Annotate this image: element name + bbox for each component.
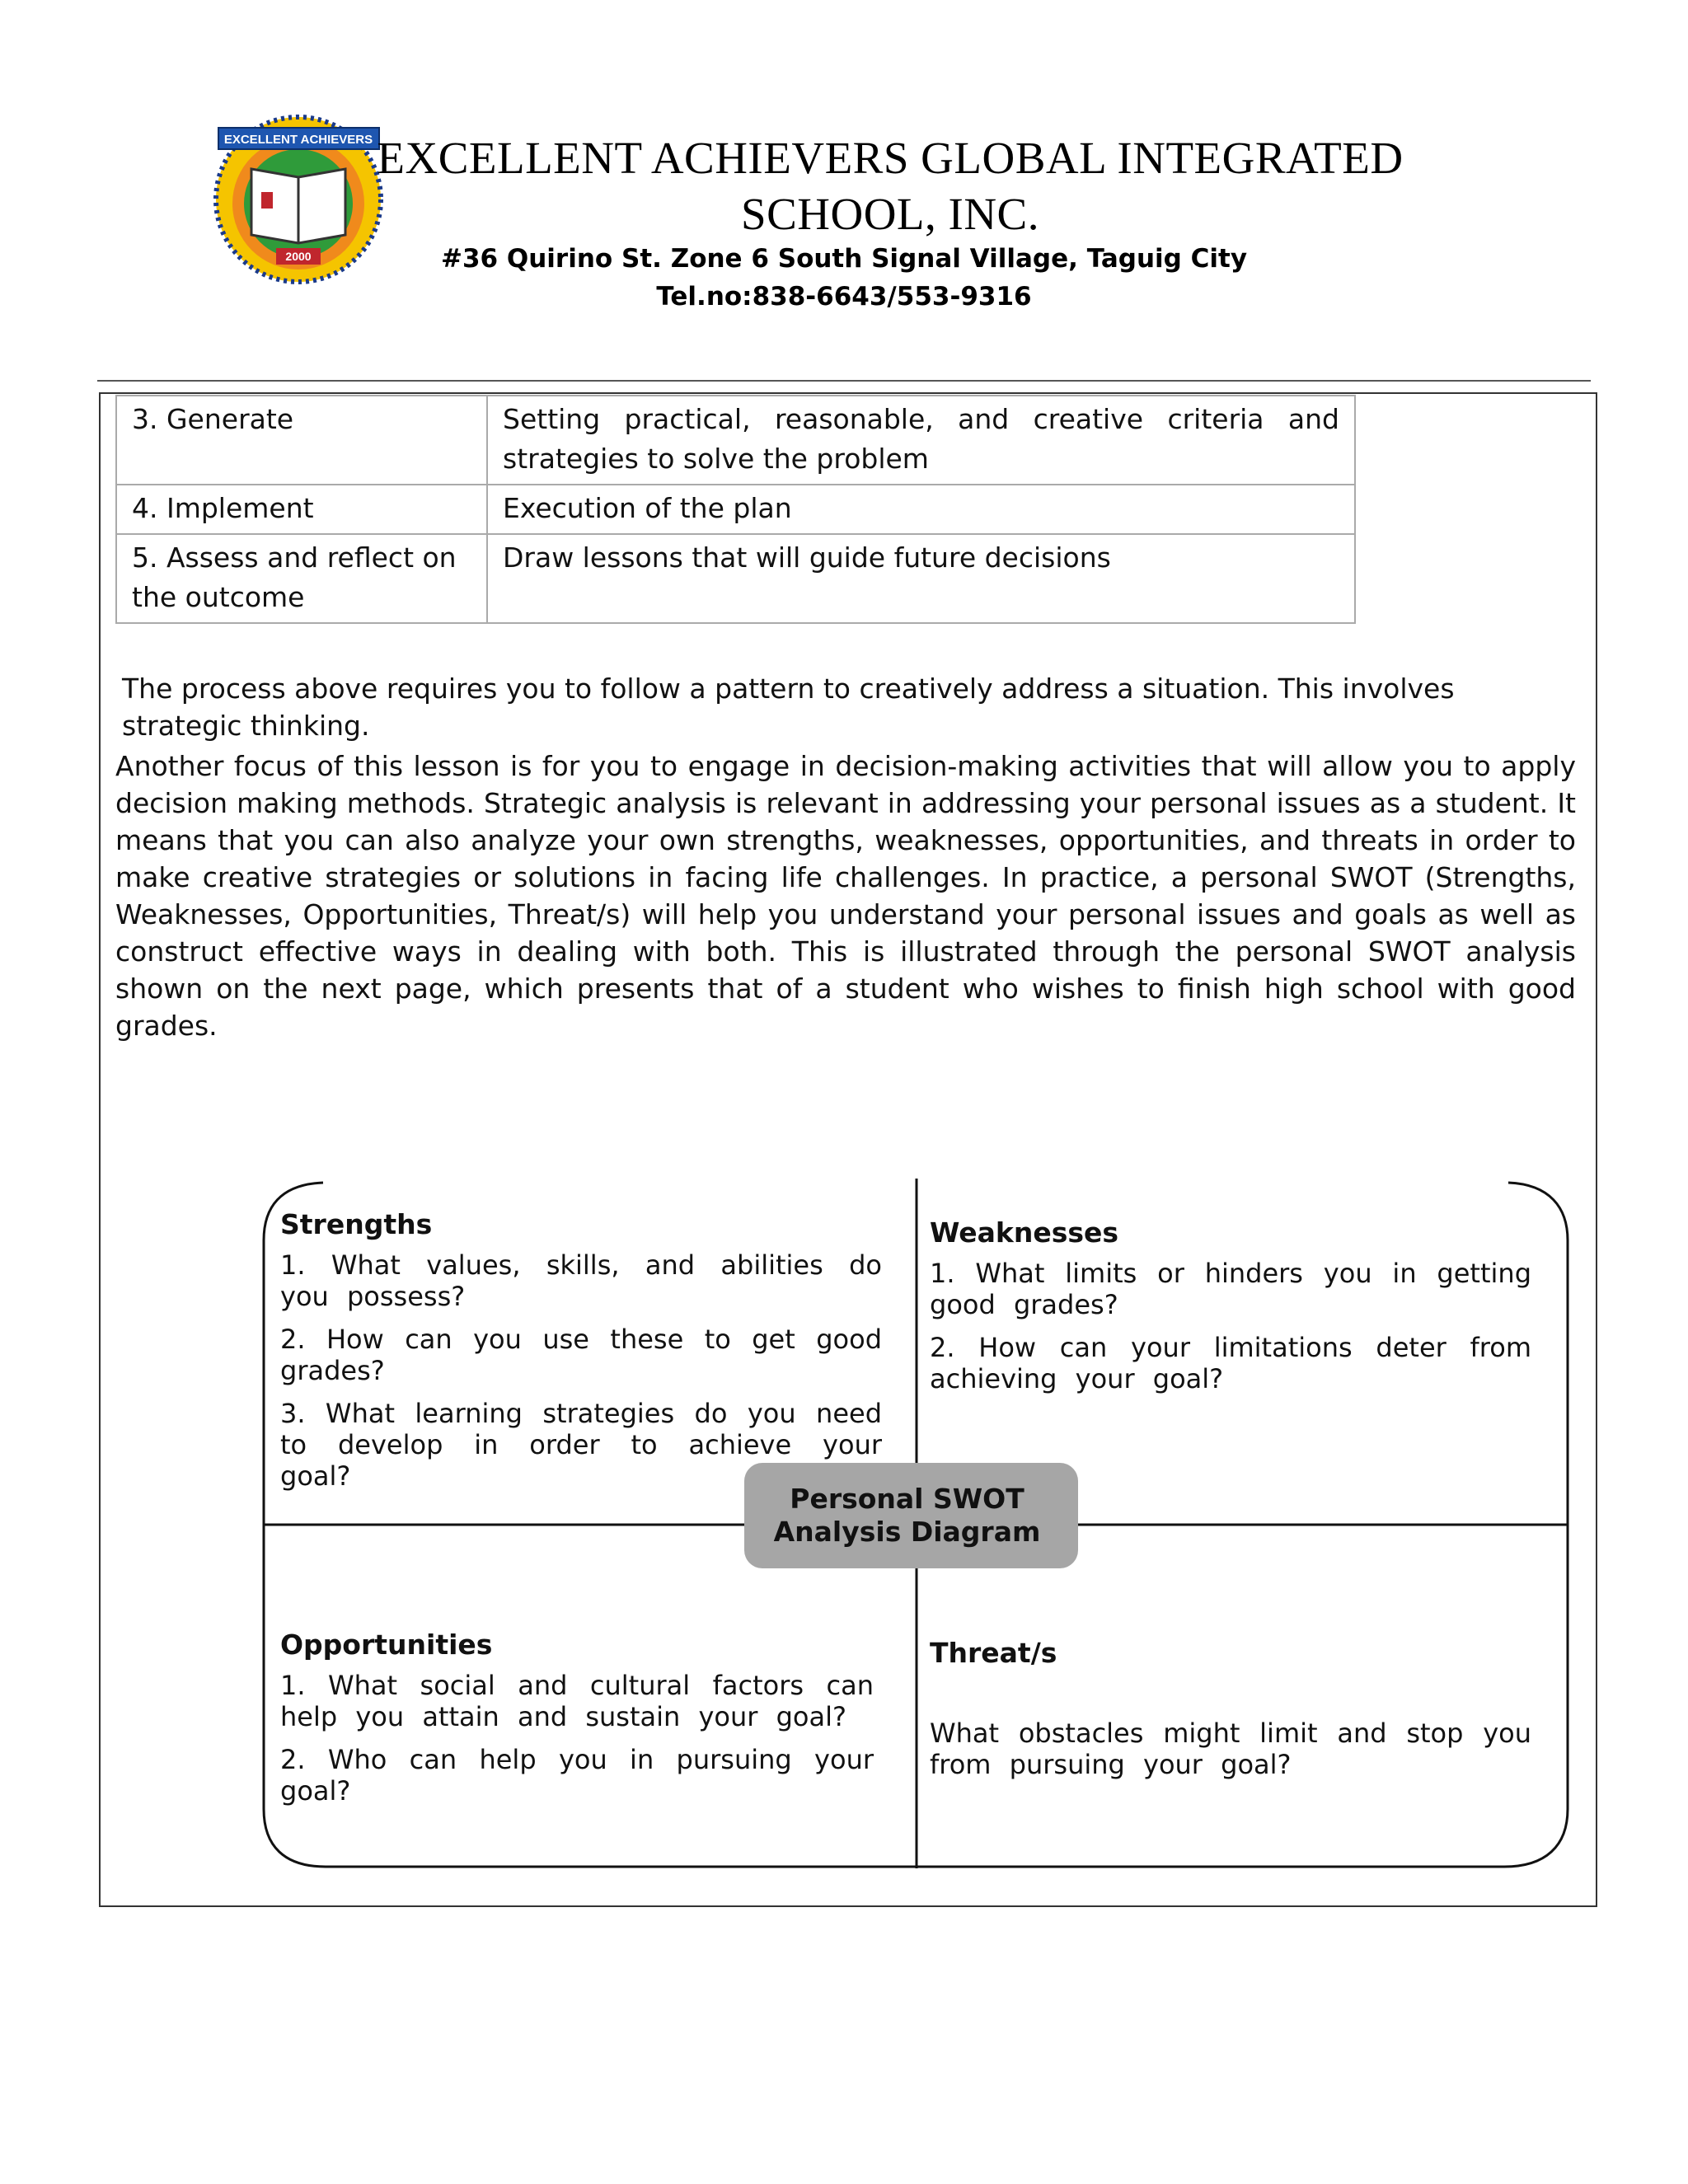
list-item: 2. How can you use these to get good grades? (280, 1324, 882, 1386)
school-name (354, 130, 1426, 242)
list-item: 3. What learning strategies do you need to develop in order to achieve your goal? (280, 1398, 882, 1492)
swot-opportunities (280, 1627, 874, 1818)
list-item: 1. What limits or hinders you in getting good grades? (930, 1258, 1531, 1320)
process-steps-table (115, 395, 1356, 624)
logo-banner-text: EXCELLENT ACHIEVERS (223, 133, 373, 147)
step-cell: 3. Generate (116, 396, 487, 485)
school-address: #36 Quirino St. Zone 6 South Signal Village, Taguig City (440, 244, 1248, 274)
step-cell: 5. Assess and reflect on the outcome (116, 534, 487, 623)
swot-strengths (280, 1207, 882, 1503)
weaknesses-title: Weaknesses (930, 1216, 1119, 1249)
paragraph-swot-intro: Another focus of this lesson is for you to engage in decision-making activities that will allow you to apply decision making methods. Strategic analysis is relevant in addressing your personal issues as a student. It means that you can also analyze your own strengths, weaknesses, opportunities, and threats in order to make creative strategies or solutions in facing life challenges. In practice, a personal SWOT (Strengths, Weaknesses, Opportunities, Threat/s) will help you understand your personal issues and goals as well as construct effective ways in dealing with both. This is illustrated through the personal SWOT analysis shown on the next page, which presents that of a student who wishes to finish high school with good grades. (115, 750, 1576, 1042)
school-telephone: Tel.no:838-6643/553-9316 (656, 282, 1032, 312)
swot-weaknesses (930, 1215, 1531, 1406)
list-item: 2. How can your limitations deter from achieving your goal? (930, 1332, 1531, 1394)
threats-title: Threat/s (930, 1637, 1057, 1669)
table-row (116, 485, 1355, 534)
table-row (116, 396, 1355, 485)
description-cell: Draw lessons that will guide future decisions (487, 534, 1355, 623)
paragraph-process-summary: The process above requires you to follow a pattern to creatively address a situation. This involves strategic thinking. (122, 673, 1455, 742)
school-name-line-2: SCHOOL, INC. (741, 189, 1039, 239)
strengths-title: Strengths (280, 1208, 433, 1240)
swot-threats (930, 1635, 1531, 1792)
opportunities-title: Opportunities (280, 1629, 493, 1661)
school-name-line-1: EXCELLENT ACHIEVERS GLOBAL INTEGRATED (377, 133, 1404, 183)
list-item: 2. Who can help you in pursuing your goal? (280, 1744, 874, 1807)
list-item: 1. What social and cultural factors can help you attain and sustain your goal? (280, 1670, 874, 1732)
header-divider (97, 380, 1591, 382)
description-cell: Setting practical, reasonable, and creative criteria and strategies to solve the problem (487, 396, 1355, 485)
list-item: What obstacles might limit and stop you from pursuing your goal? (930, 1718, 1531, 1780)
description-cell: Execution of the plan (487, 485, 1355, 534)
step-cell: 4. Implement (116, 485, 487, 534)
list-item: 1. What values, skills, and abilities do you possess? (280, 1249, 882, 1312)
swot-center-label: Personal SWOT Analysis Diagram (744, 1463, 1078, 1568)
table-row (116, 534, 1355, 623)
logo-year: 2000 (285, 250, 312, 263)
